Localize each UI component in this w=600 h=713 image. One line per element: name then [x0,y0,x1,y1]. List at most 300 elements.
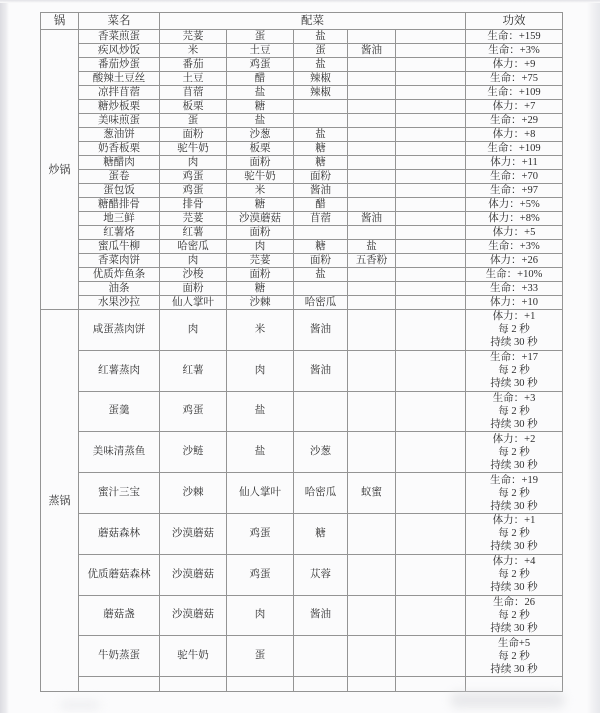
ingredient-cell: 酱油 [294,310,348,351]
ingredient-cell: 土豆 [160,72,227,86]
effect-line: 持续 30 秒 [490,378,538,390]
ingredient-cell: 面粉 [160,128,227,142]
ingredient-cell [396,156,466,170]
table-row [41,310,563,351]
ingredient-cell: 板栗 [227,142,294,156]
ingredient-cell [396,58,466,72]
effect-line: 每 2 秒 [498,365,530,377]
ingredient-cell [348,310,396,351]
ingredient-cell: 沙棘 [227,296,294,310]
ingredient-cell: 面粉 [227,156,294,170]
ingredient-cell [294,677,348,692]
effect-cell [466,282,563,296]
effect-cell [466,391,563,432]
dish-cell: 红薯蒸肉 [79,350,160,391]
effect-cell [466,432,563,473]
effect-line: 体力：+4 [492,556,536,568]
effect-line: 体力：+8% [488,213,540,224]
ingredient-cell: 蛋 [227,30,294,44]
ingredient-cell: 盐 [294,128,348,142]
ingredient-cell [160,677,227,692]
ingredient-cell: 鸡蛋 [160,391,227,432]
dish-cell: 地三鲜 [79,212,160,226]
ingredient-cell: 沙梭 [160,268,227,282]
ingredient-cell [396,350,466,391]
ingredient-cell: 芫荽 [227,254,294,268]
ingredient-cell: 哈密瓜 [294,296,348,310]
recipe-table [40,12,563,692]
effect-line: 体力：+1 [492,311,536,323]
table-row [41,240,563,254]
dish-cell: 蛋包饭 [79,184,160,198]
ingredient-cell [396,198,466,212]
effect-cell [466,595,563,636]
table-row [41,636,563,677]
dish-cell [79,677,160,692]
effect-line: 每 2 秒 [498,324,530,336]
effect-line: 每 2 秒 [498,487,530,499]
dish-cell: 优质炸鱼条 [79,268,160,282]
table-row [41,198,563,212]
ingredient-cell: 沙漠蘑菇 [227,212,294,226]
dish-cell: 奶香板栗 [79,142,160,156]
ingredient-cell: 红薯 [160,226,227,240]
ingredient-cell [396,128,466,142]
ingredient-cell: 肉 [227,240,294,254]
pot-label: 炒锅 [41,30,79,310]
ingredient-cell: 苁蓉 [294,554,348,595]
effect-cell [466,310,563,351]
dish-cell: 油条 [79,282,160,296]
ingredient-cell [348,595,396,636]
table-row [41,268,563,282]
dish-cell: 番茄炒蛋 [79,58,160,72]
ingredient-cell: 面粉 [160,282,227,296]
ingredient-cell [227,677,294,692]
table-row [41,86,563,100]
effect-line: 持续 30 秒 [490,622,538,634]
effect-line: 体力：+11 [490,157,538,168]
effect-cell [466,350,563,391]
ingredient-cell: 盐 [294,268,348,282]
effect-line: 生命：+159 [487,31,541,42]
ingredient-cell: 盐 [227,86,294,100]
ingredient-cell [396,254,466,268]
dish-cell: 疾风炒饭 [79,44,160,58]
effect-line: 生命：+19 [490,474,538,486]
ingredient-cell: 酱油 [294,595,348,636]
ingredient-cell: 糖 [227,282,294,296]
table-row [41,513,563,554]
table-header-row [41,13,563,30]
dish-cell: 糖炒板栗 [79,100,160,114]
ingredient-cell: 辣椒 [294,86,348,100]
effect-line: 持续 30 秒 [490,337,538,349]
dish-cell: 蜜汁三宝 [79,473,160,514]
header-effect: 功效 [466,13,563,30]
table-row [41,44,563,58]
ingredient-cell: 盐 [227,391,294,432]
ingredient-cell [348,350,396,391]
dish-cell: 美味煎蛋 [79,114,160,128]
effect-line: 生命：+10% [485,269,543,280]
ingredient-cell: 蚁蜜 [348,473,396,514]
ingredient-cell: 哈密瓜 [160,240,227,254]
effect-line: 体力：+5% [488,199,540,210]
ingredient-cell: 盐 [348,240,396,254]
ingredient-cell: 排骨 [160,198,227,212]
ingredient-cell [396,513,466,554]
ingredient-cell [348,391,396,432]
effect-line: 体力：+1 [492,515,536,527]
dish-cell: 蜜瓜牛柳 [79,240,160,254]
effect-cell [466,30,563,44]
effect-line: 每 2 秒 [498,569,530,581]
effect-line: 生命：+75 [490,73,538,84]
ingredient-cell [396,86,466,100]
dish-cell: 咸蛋蒸肉饼 [79,310,160,351]
effect-line: 每 2 秒 [498,446,530,458]
ingredient-cell [294,282,348,296]
effect-line: 体力：+5 [492,227,536,238]
effect-line: 持续 30 秒 [490,418,538,430]
ingredient-cell: 芫荽 [160,30,227,44]
effect-line: 每 2 秒 [498,650,530,662]
ingredient-cell [348,142,396,156]
table-row [41,100,563,114]
ingredient-cell [294,391,348,432]
effect-cell [466,226,563,240]
effect-cell [466,44,563,58]
ingredient-cell: 糖 [227,100,294,114]
dish-cell: 蘑菇森林 [79,513,160,554]
ingredient-cell: 肉 [160,254,227,268]
ingredient-cell [294,114,348,128]
effect-line: 持续 30 秒 [490,500,538,512]
ingredient-cell: 蛋 [294,44,348,58]
ingredient-cell [348,86,396,100]
table-row [41,254,563,268]
ingredient-cell [396,142,466,156]
page-edge-left [0,0,9,713]
ingredient-cell [348,128,396,142]
ingredient-cell [396,677,466,692]
ingredient-cell: 醋 [294,198,348,212]
ingredient-cell: 酱油 [348,212,396,226]
effect-cell [466,636,563,677]
dish-cell: 蘑菇盏 [79,595,160,636]
ingredient-cell: 芫荽 [160,212,227,226]
ingredient-cell [348,268,396,282]
ingredient-cell [396,282,466,296]
ingredient-cell [348,282,396,296]
effect-line: 持续 30 秒 [490,582,538,594]
ingredient-cell: 鸡蛋 [160,184,227,198]
effect-cell [466,114,563,128]
ingredient-cell: 米 [160,44,227,58]
table-row [41,677,563,692]
header-pot: 锅 [41,13,79,30]
ingredient-cell: 蛋 [227,636,294,677]
dish-cell: 糖醋排骨 [79,198,160,212]
ingredient-cell [348,636,396,677]
effect-line: 每 2 秒 [498,405,530,417]
header-dish: 菜名 [79,13,160,30]
ingredient-cell: 肉 [160,156,227,170]
table-row [41,554,563,595]
ingredient-cell: 糖 [294,513,348,554]
effect-line: 体力：+8 [492,129,536,140]
effect-line: 生命：+29 [490,115,538,126]
table-row [41,156,563,170]
ingredient-cell: 苜蓿 [160,86,227,100]
pot-label: 蒸锅 [41,310,79,692]
ingredient-cell: 驼牛奶 [227,170,294,184]
table-row [41,184,563,198]
ingredient-cell: 米 [227,310,294,351]
effect-cell [466,254,563,268]
ingredient-cell: 仙人掌叶 [227,473,294,514]
ingredient-cell: 鸡蛋 [227,513,294,554]
ingredient-cell [396,44,466,58]
ingredient-cell [396,268,466,282]
effect-cell [466,473,563,514]
ingredient-cell [396,554,466,595]
dish-cell: 酸辣土豆丝 [79,72,160,86]
table-row [41,350,563,391]
ingredient-cell [348,72,396,86]
ingredient-cell: 哈密瓜 [294,473,348,514]
effect-cell [466,170,563,184]
ingredient-cell [396,432,466,473]
ingredient-cell: 仙人掌叶 [160,296,227,310]
effect-line: 生命：+33 [490,283,538,294]
effect-line: 生命：+3% [488,241,540,252]
effect-cell [466,240,563,254]
ingredient-cell: 米 [227,184,294,198]
ingredient-cell: 面粉 [227,268,294,282]
ingredient-cell [396,184,466,198]
dish-cell: 葱油饼 [79,128,160,142]
ingredient-cell: 鸡蛋 [227,554,294,595]
ingredient-cell: 酱油 [294,184,348,198]
effect-cell [466,156,563,170]
dish-cell: 美味清蒸鱼 [79,432,160,473]
table-row [41,212,563,226]
effect-cell [466,58,563,72]
ingredient-cell: 面粉 [294,254,348,268]
ingredient-cell [396,473,466,514]
ingredient-cell [294,226,348,240]
ingredient-cell: 五香粉 [348,254,396,268]
ingredient-cell: 鸡蛋 [227,58,294,72]
ingredient-cell: 面粉 [294,170,348,184]
dish-cell: 蛋羹 [79,391,160,432]
ingredient-cell: 沙葱 [227,128,294,142]
ingredient-cell: 醋 [227,72,294,86]
effect-cell [466,184,563,198]
effect-line: 持续 30 秒 [490,541,538,553]
ingredient-cell: 盐 [294,58,348,72]
ingredient-cell [348,198,396,212]
dish-cell: 水果沙拉 [79,296,160,310]
ingredient-cell [348,114,396,128]
effect-line: 体力：+2 [492,433,536,445]
effect-line: 体力：+10 [490,297,538,308]
ingredient-cell: 驼牛奶 [160,636,227,677]
ingredient-cell: 沙漠蘑菇 [160,554,227,595]
effect-line: 生命：+70 [490,171,538,182]
ingredient-cell [396,30,466,44]
effect-line: 体力：+7 [492,101,536,112]
table-row [41,226,563,240]
ingredient-cell [348,170,396,184]
ingredient-cell [396,636,466,677]
ingredient-cell [396,212,466,226]
effect-line: 体力：+9 [492,59,536,70]
table-row [41,170,563,184]
ingredient-cell [348,30,396,44]
effect-cell [466,296,563,310]
ingredient-cell [348,296,396,310]
effect-line: 生命：+3 [492,392,536,404]
ingredient-cell: 土豆 [227,44,294,58]
ingredient-cell [396,391,466,432]
page-edge-right [587,0,600,713]
ingredient-cell: 盐 [294,30,348,44]
effect-line: 生命：26 [493,596,536,608]
ingredient-cell: 糖 [227,198,294,212]
ingredient-cell: 蛋 [160,114,227,128]
ingredient-cell: 沙鲢 [160,432,227,473]
effect-line: 生命：+97 [490,185,538,196]
effect-line: 生命：+17 [490,352,538,364]
table-row [41,72,563,86]
ingredient-cell: 苜蓿 [294,212,348,226]
effect-cell [466,268,563,282]
table-row [41,282,563,296]
ingredient-cell [348,100,396,114]
effect-cell [466,128,563,142]
table-row [41,30,563,44]
ingredient-cell: 盐 [227,432,294,473]
ingredient-cell [294,636,348,677]
ingredient-cell: 辣椒 [294,72,348,86]
watermark-smudge [60,700,100,710]
ingredient-cell: 酱油 [294,350,348,391]
ingredient-cell [396,170,466,184]
ingredient-cell [348,513,396,554]
ingredient-cell [348,184,396,198]
table-row [41,128,563,142]
table-row [41,473,563,514]
dish-cell: 凉拌苜蓿 [79,86,160,100]
dish-cell: 糖醋肉 [79,156,160,170]
effect-cell [466,72,563,86]
ingredient-cell: 红薯 [160,350,227,391]
effect-cell [466,198,563,212]
ingredient-cell [396,310,466,351]
ingredient-cell [396,226,466,240]
table-row [41,432,563,473]
ingredient-cell: 肉 [227,350,294,391]
ingredient-cell: 沙漠蘑菇 [160,513,227,554]
ingredient-cell: 肉 [227,595,294,636]
ingredient-cell: 糖 [294,240,348,254]
effect-cell [466,86,563,100]
effect-cell [466,677,563,692]
ingredient-cell: 面粉 [227,226,294,240]
effect-line: 生命：+109 [487,143,541,154]
ingredient-cell [396,114,466,128]
dish-cell: 蛋卷 [79,170,160,184]
effect-line: 持续 30 秒 [490,663,538,675]
dish-cell: 红薯烙 [79,226,160,240]
ingredient-cell: 糖 [294,156,348,170]
dish-cell: 香菜肉饼 [79,254,160,268]
effect-line: 每 2 秒 [498,609,530,621]
header-ingredients: 配菜 [160,13,466,30]
watermark-smudge [450,692,565,708]
table-row [41,296,563,310]
ingredient-cell [348,156,396,170]
table-row [41,142,563,156]
ingredient-cell: 鸡蛋 [160,170,227,184]
dish-cell: 优质蘑菇森林 [79,554,160,595]
dish-cell: 香菜煎蛋 [79,30,160,44]
ingredient-cell: 板栗 [160,100,227,114]
ingredient-cell: 盐 [227,114,294,128]
table-row [41,114,563,128]
ingredient-cell: 沙葱 [294,432,348,473]
effect-line: 生命：+3% [488,45,540,56]
effect-cell [466,142,563,156]
effect-cell [466,100,563,114]
ingredient-cell [396,72,466,86]
ingredient-cell [396,296,466,310]
page-edge-top [0,0,600,3]
table-row [41,391,563,432]
ingredient-cell: 番茄 [160,58,227,72]
ingredient-cell: 驼牛奶 [160,142,227,156]
ingredient-cell: 酱油 [348,44,396,58]
effect-cell [466,554,563,595]
ingredient-cell [396,240,466,254]
dish-cell: 牛奶蒸蛋 [79,636,160,677]
effect-line: 体力：+26 [490,255,538,266]
effect-line: 生命+5 [497,637,531,649]
ingredient-cell [348,554,396,595]
ingredient-cell [348,58,396,72]
effect-cell [466,513,563,554]
recipe-table-body [41,30,563,692]
table-row [41,58,563,72]
ingredient-cell [348,677,396,692]
effect-line: 持续 30 秒 [490,459,538,471]
effect-line: 生命：+109 [487,87,541,98]
ingredient-cell [294,100,348,114]
ingredient-cell: 沙漠蘑菇 [160,595,227,636]
ingredient-cell [396,595,466,636]
effect-cell [466,212,563,226]
ingredient-cell [396,100,466,114]
ingredient-cell: 肉 [160,310,227,351]
ingredient-cell: 沙棘 [160,473,227,514]
effect-line: 每 2 秒 [498,528,530,540]
ingredient-cell: 糖 [294,142,348,156]
ingredient-cell [348,432,396,473]
table-row [41,595,563,636]
